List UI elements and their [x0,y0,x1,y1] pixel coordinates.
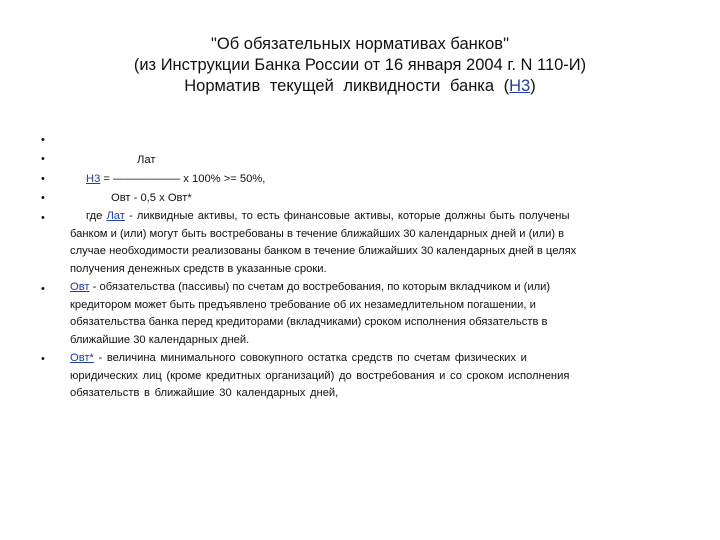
bullet-7: • [41,353,45,365]
definition-ovt-star-line-2: юридических лиц (кроме кредитных организаций) до востребования и со сроком исполнения [70,369,570,382]
title-line-3-prefix: Норматив текущей ликвидности банка ( [184,77,510,95]
definition-ovt-star [70,350,569,403]
definition-ovt-line-1 [70,279,550,297]
bullet-6: • [41,283,45,295]
formula-main-rest: = —————— х 100% >= 50%, [100,173,266,185]
definition-lat [70,208,576,278]
ovt-star-link[interactable]: Овт* [70,352,94,364]
definition-ovt-line-2: кредитором может быть предъявлено требование об их незамедлительном погашении, и [70,298,536,311]
definition-lat-line-1 [70,208,576,226]
title-line-3-suffix: ) [530,77,536,95]
bullet-4: • [41,192,45,204]
bullet-5: • [41,212,45,224]
definition-ovt-star-line-3: обязательств в ближайшие 30 календарных дней, [70,387,339,400]
definition-lat-line-2: банком и (или) могут быть востребованы в течение ближайших 30 календарных дней и (или) в [70,227,565,240]
definition-ovt-line-3: обязательства банка перед кредиторами (вкладчиками) сроком исполнения обязательств в [70,316,548,329]
definition-ovt [70,279,550,349]
bullet-2: • [41,153,45,165]
formula-numerator: Лат [137,154,156,166]
lat-link[interactable]: Лат [106,210,125,222]
definition-ovt-star-line-1-rest: - величина минимального совокупного остатка средств по счетам физических и [93,352,527,364]
title-line-2: (из Инструкции Банка России от 16 января 2004 г. N 110-И) [133,56,587,74]
formula-main-line [86,172,265,186]
definition-ovt-star-line-1 [70,350,569,368]
formula-denominator: Овт - 0,5 х Овт* [111,192,192,204]
definition-lat-lead: где [86,210,107,222]
n3-title-link[interactable]: Н3 [509,77,531,95]
definition-ovt-line-4: ближайшие 30 календарных дней. [70,333,250,346]
definition-lat-line-4: получения денежных средств в указанные сроки. [70,262,327,275]
ovt-link[interactable]: Овт [70,281,90,293]
definition-lat-line-3: случае необходимости реализованы банком в течение ближайших 30 календарных дней в целях [70,245,577,258]
n3-formula-link[interactable]: Н3 [86,173,101,185]
definition-ovt-line-1-rest: - обязательства (пассивы) по счетам до востребования, по которым вкладчиком и (или) [89,281,551,293]
definition-lat-line-1-rest: - ликвидные активы, то есть финансовые активы, которые должны быть получены [124,210,570,222]
title-line-1: "Об обязательных нормативах банков" [211,35,509,53]
bullet-1: • [41,134,45,146]
bullet-3: • [41,173,45,185]
